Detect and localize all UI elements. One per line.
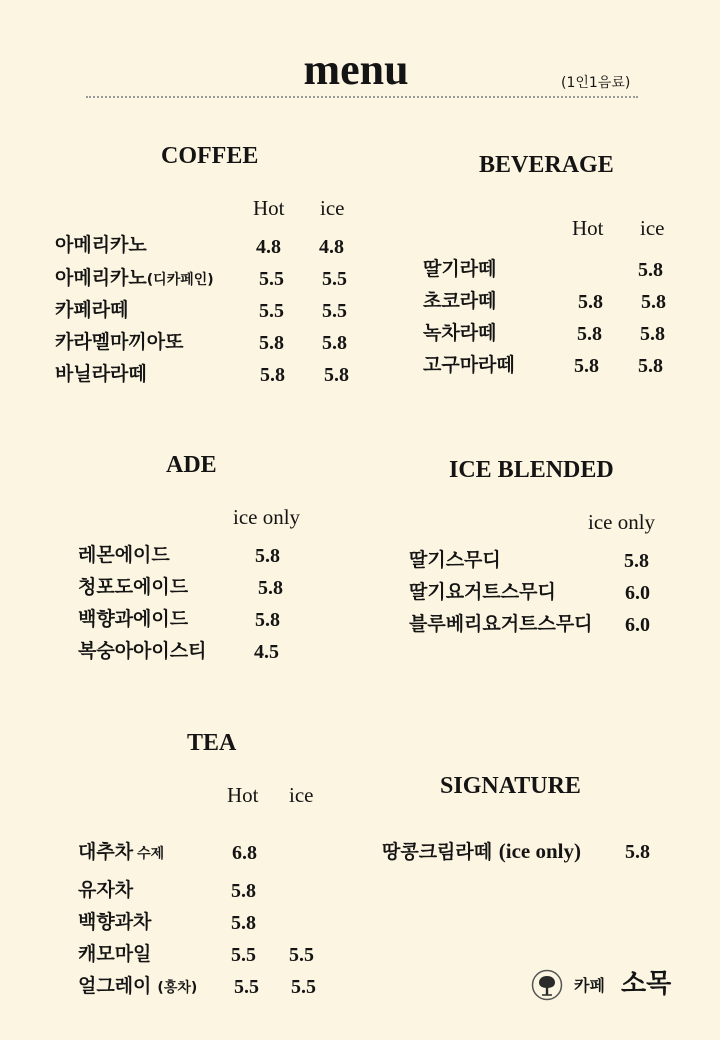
menu-item-hot-price: 6.8	[232, 842, 257, 864]
tea-ice-header: ice	[289, 783, 314, 807]
menu-item-price: 5.8	[624, 550, 649, 572]
menu-item-hot-price: 5.8	[259, 332, 284, 354]
menu-item-price: 4.5	[254, 641, 279, 663]
menu-item-ice-price: 4.8	[319, 236, 344, 258]
menu-item-name	[78, 840, 164, 866]
logo-text-small: 카페	[574, 976, 605, 995]
menu-item-ice-price: 5.8	[324, 364, 349, 386]
menu-item-price: 5.8	[258, 577, 283, 599]
menu-item-name-main: 땅콩크림라떼	[382, 841, 493, 863]
menu-item-price: 5.8	[625, 841, 650, 863]
menu-item-name-note: (ice only)	[498, 839, 581, 863]
menu-item-hot-price: 5.5	[259, 268, 284, 290]
menu-item-name: 바닐라라떼	[55, 363, 147, 385]
menu-item-hot-price: 5.5	[231, 944, 256, 966]
menu-item-name: 고구마라떼	[423, 354, 515, 376]
menu-item-hot-price: 5.8	[231, 912, 256, 934]
menu-item-hot-price: 5.8	[577, 323, 602, 345]
menu-item-name: 딸기스무디	[409, 549, 501, 571]
section-title-ice-blended: ICE BLENDED	[449, 457, 614, 483]
menu-item-ice-price: 5.5	[322, 300, 347, 322]
beverage-hot-header: Hot	[572, 216, 604, 240]
title-divider	[86, 96, 638, 98]
menu-item-name: 백향과에이드	[78, 608, 189, 630]
one-drink-per-person-note: (1인1음료)	[561, 75, 631, 91]
menu-item-price: 5.8	[255, 545, 280, 567]
menu-item-ice-price: 5.8	[640, 323, 665, 345]
menu-item-hot-price: 5.5	[259, 300, 284, 322]
section-title-tea: TEA	[187, 730, 237, 756]
menu-item-name: 유자차	[78, 879, 134, 901]
menu-item-ice-price: 5.5	[322, 268, 347, 290]
menu-item-name	[55, 266, 214, 292]
logo-text-big: 소목	[621, 969, 672, 999]
tea-hot-header: Hot	[227, 783, 259, 807]
menu-item-name: 딸기라떼	[423, 258, 497, 280]
menu-item-name: 딸기요거트스무디	[409, 581, 556, 603]
menu-item-name-main: 얼그레이	[78, 975, 152, 997]
coffee-ice-header: ice	[320, 196, 345, 220]
section-title-coffee: COFFEE	[161, 143, 259, 169]
menu-item-name: 복숭아아이스티	[78, 640, 207, 662]
ade-ice-only-header: ice only	[233, 505, 301, 529]
tree-icon	[531, 969, 563, 1001]
menu-item-name-sub: (홍차)	[157, 980, 198, 996]
menu-item-hot-price: 5.8	[578, 291, 603, 313]
menu-item-hot-price: 4.8	[256, 236, 281, 258]
menu-item-name-main: 아메리카노	[55, 267, 147, 289]
ice-blended-ice-only-header: ice only	[588, 510, 656, 534]
page-title: menu	[303, 45, 409, 94]
menu-item-name: 캐모마일	[78, 943, 152, 965]
menu-item-name: 카라멜마끼아또	[55, 331, 184, 353]
menu-item-name: 백향과차	[78, 911, 152, 933]
menu-item-ice-price: 5.5	[291, 976, 316, 998]
menu-item-hot-price: 5.8	[260, 364, 285, 386]
menu-item-price: 6.0	[625, 582, 650, 604]
section-title-beverage: BEVERAGE	[479, 152, 614, 178]
menu-item-name: 청포도에이드	[78, 576, 189, 598]
beverage-ice-header: ice	[640, 216, 665, 240]
menu-item-ice-price: 5.8	[322, 332, 347, 354]
coffee-hot-header: Hot	[253, 196, 285, 220]
menu-item-ice-price: 5.8	[641, 291, 666, 313]
menu-item-ice-price: 5.5	[289, 944, 314, 966]
section-title-ade: ADE	[166, 452, 217, 478]
menu-item-name	[382, 839, 581, 864]
menu-item-name: 초코라떼	[423, 290, 497, 312]
menu-item-name-sub: 수제	[137, 846, 165, 862]
menu-item-name	[78, 974, 197, 1000]
menu-item-name: 아메리카노	[55, 234, 147, 256]
menu-item-name-main: 대추차	[78, 841, 134, 863]
menu-item-name: 레몬에이드	[78, 544, 170, 566]
section-title-signature: SIGNATURE	[440, 773, 581, 799]
menu-item-price: 5.8	[255, 609, 280, 631]
menu-item-price: 6.0	[625, 614, 650, 636]
menu-item-ice-price: 5.8	[638, 259, 663, 281]
menu-item-name: 블루베리요거트스무디	[409, 613, 593, 635]
menu-item-name: 녹차라떼	[423, 322, 497, 344]
menu-item-hot-price: 5.8	[574, 355, 599, 377]
menu-item-name-sub: (디카페인)	[146, 272, 214, 288]
menu-item-ice-price: 5.8	[638, 355, 663, 377]
menu-item-hot-price: 5.5	[234, 976, 259, 998]
menu-item-name: 카페라떼	[55, 299, 129, 321]
menu-item-hot-price: 5.8	[231, 880, 256, 902]
